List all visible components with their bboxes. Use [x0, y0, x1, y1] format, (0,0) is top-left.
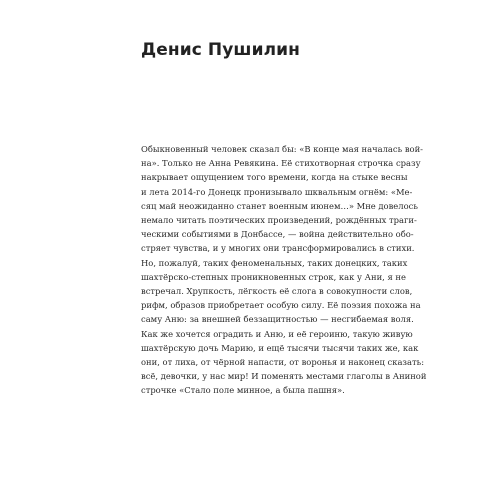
text-line: Как же хочется оградить и Аню, и её героиню, такую живую: [141, 328, 413, 339]
text-line: накрывает ощущением того времени, когда на стыке весны: [141, 172, 408, 183]
text-line: шахтёрскую дочь Марию, и ещё тысячи тысячи таких же, как: [141, 342, 419, 353]
text-line: строчке «Стало поле минное, а была пашня».: [141, 385, 345, 396]
author-name: Денис Пушилин: [141, 40, 301, 60]
text-line: и лета 2014-го Донецк пронизывало шквальным огнём: «Ме-: [141, 186, 413, 197]
text-line: рифм, образов приобретает особую силу. Её поэзия похожа на: [141, 300, 421, 311]
text-line: они, от лиха, от чёрной напасти, от воронья и наконец сказать:: [141, 357, 425, 368]
text-line: всё, девочки, у нас мир! И поменять местами глаголы в Аниной: [141, 371, 427, 382]
text-line: немало читать поэтических произведений, рождённых траги-: [141, 215, 417, 226]
body-text: [141, 142, 481, 398]
text-line: шахтёрско-степных проникновенных строк, как у Ани, я не: [141, 271, 406, 282]
text-line: сяц май неожиданно станет военным июнем…» Мне довелось: [141, 200, 418, 211]
text-line: Но, пожалуй, таких феноменальных, таких донецких, таких: [141, 257, 408, 268]
text-line: стряет чувства, и у многих они трансформировались в стихи.: [141, 243, 415, 254]
text-line: саму Аню: за внешней беззащитностью — несгибаемая воля.: [141, 314, 414, 325]
text-line: ческими событиями в Донбассе, — война действительно обо-: [141, 229, 414, 240]
text-line: Обыкновенный человек сказал бы: «В конце мая началась вой-: [141, 144, 424, 154]
text-line: встречал. Хрупкость, лёгкость её слога в совокупности слов,: [141, 286, 413, 297]
text-line: на». Только не Анна Ревякина. Её стихотворная строчка сразу: [141, 158, 421, 169]
